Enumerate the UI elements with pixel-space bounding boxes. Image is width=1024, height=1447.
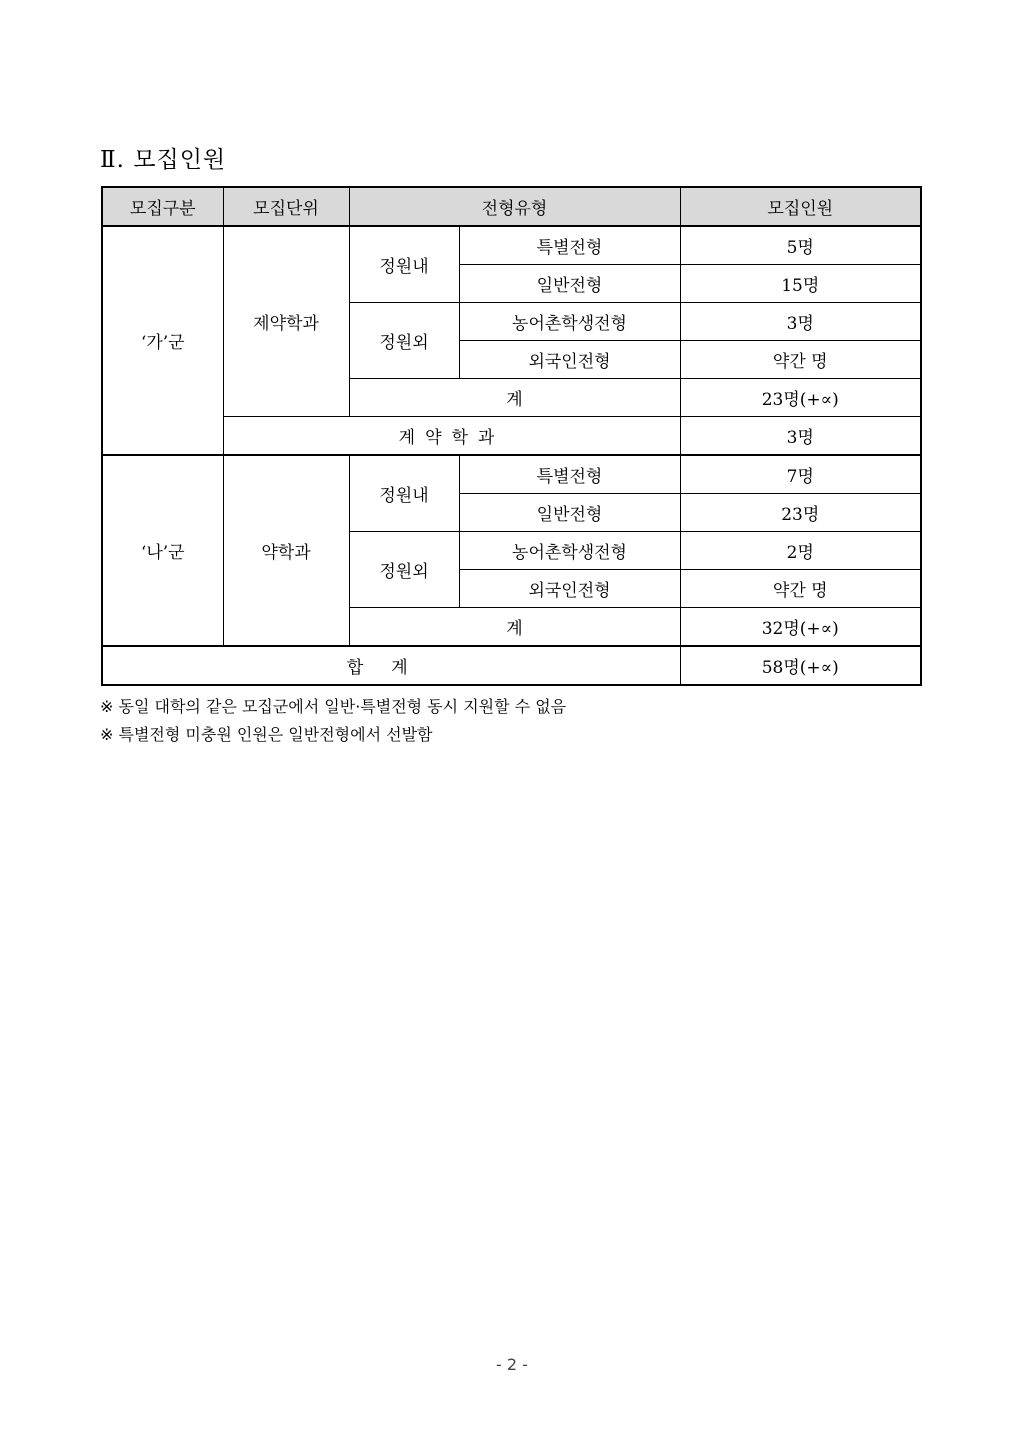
unit-pharmacy: 약학과	[223, 455, 349, 646]
subtotal-count: 23명(+∝)	[680, 379, 921, 417]
note-1: ※ 동일 대학의 같은 모집군에서 일반·특별전형 동시 지원할 수 없음	[100, 697, 567, 716]
total-label: 합계	[102, 646, 680, 685]
recruitment-table	[101, 186, 922, 686]
type-cell: 일반전형	[459, 494, 680, 532]
count-cell: 약간 명	[680, 341, 921, 379]
note-2: ※ 특별전형 미충원 인원은 일반전형에서 선발함	[100, 725, 433, 744]
type-cell: 특별전형	[459, 455, 680, 494]
count-cell: 5명	[680, 226, 921, 265]
count-cell: 23명	[680, 494, 921, 532]
type-cell: 특별전형	[459, 226, 680, 265]
table-header-row	[102, 187, 921, 226]
subtotal-label: 계	[349, 608, 680, 647]
total-row	[102, 646, 921, 685]
section-title: Ⅱ. 모집인원	[100, 147, 227, 173]
quota-out-na: 정원외	[349, 532, 459, 608]
total-count: 58명(+∝)	[680, 646, 921, 685]
subtotal-label: 계	[349, 379, 680, 417]
count-cell: 2명	[680, 532, 921, 570]
header-count: 모집인원	[680, 187, 921, 226]
count-cell: 3명	[680, 303, 921, 341]
contract-count: 3명	[680, 417, 921, 456]
table-row	[102, 226, 921, 265]
type-cell: 농어촌학생전형	[459, 303, 680, 341]
header-group: 모집구분	[102, 187, 223, 226]
header-type: 전형유형	[349, 187, 680, 226]
quota-out-ga: 정원외	[349, 303, 459, 379]
contract-label: 계약학과	[223, 417, 680, 456]
group-ga: ‘가’군	[102, 226, 223, 455]
subtotal-count: 32명(+∝)	[680, 608, 921, 647]
group-na: ‘나’군	[102, 455, 223, 646]
type-cell: 외국인전형	[459, 341, 680, 379]
type-cell: 일반전형	[459, 265, 680, 303]
count-cell: 약간 명	[680, 570, 921, 608]
quota-in-ga: 정원내	[349, 226, 459, 303]
unit-pharmaceutical-science: 제약학과	[223, 226, 349, 417]
count-cell: 15명	[680, 265, 921, 303]
contract-row	[102, 417, 921, 456]
count-cell: 7명	[680, 455, 921, 494]
type-cell: 농어촌학생전형	[459, 532, 680, 570]
quota-in-na: 정원내	[349, 455, 459, 532]
table-row	[102, 455, 921, 494]
header-unit: 모집단위	[223, 187, 349, 226]
type-cell: 외국인전형	[459, 570, 680, 608]
page-number: - 2 -	[496, 1355, 528, 1374]
